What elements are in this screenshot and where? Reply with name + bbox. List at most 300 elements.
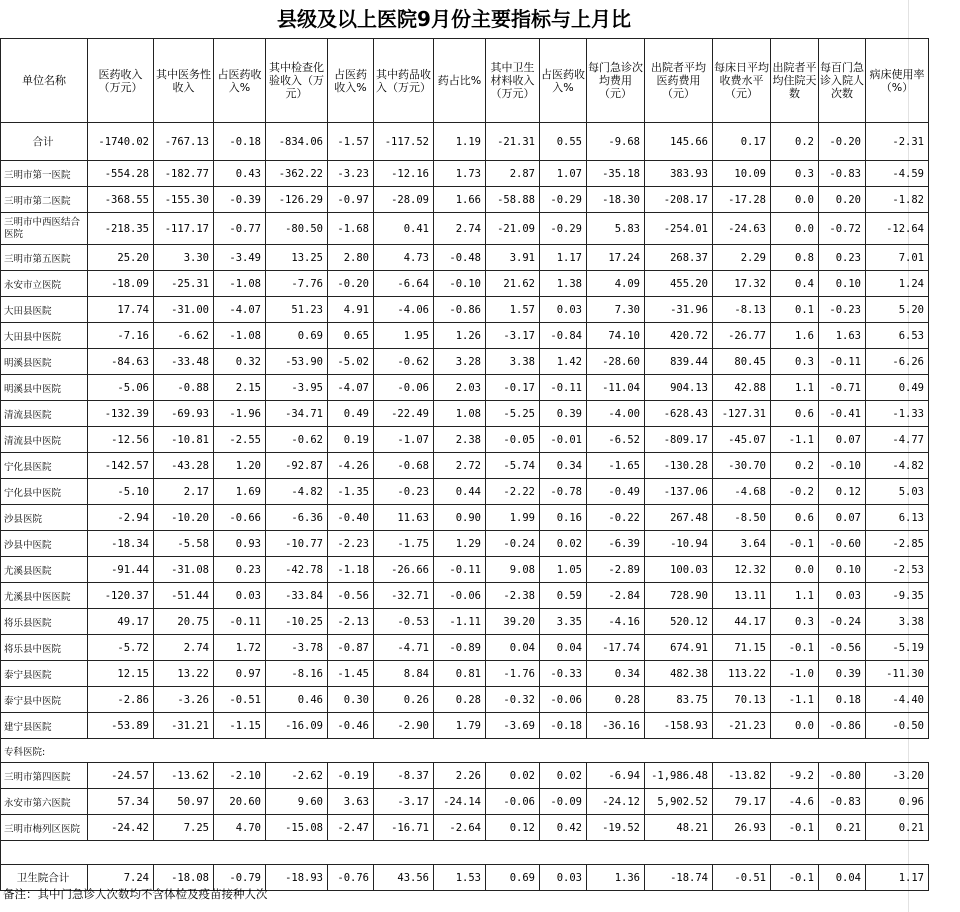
value-cell: -0.79 [214,865,266,891]
footnote: 备注：其中门急诊人次数均不含体检及疫苗接种人次 [3,887,268,901]
value-cell: -4.07 [214,297,266,323]
value-cell: 5.20 [866,297,929,323]
value-cell: -1.96 [214,401,266,427]
value-cell: -0.39 [214,187,266,213]
value-cell: -2.85 [866,531,929,557]
hospital-name-cell: 大田县中医院 [1,323,88,349]
value-cell: -19.52 [587,815,645,841]
value-cell: 0.12 [486,815,540,841]
hospital-name-cell: 将乐县医院 [1,609,88,635]
value-cell: -0.72 [819,213,866,245]
value-cell: 0.20 [819,187,866,213]
value-cell: -33.84 [266,583,328,609]
hospital-name-cell: 明溪县中医院 [1,375,88,401]
table-row [1,213,929,245]
value-cell: -0.51 [214,687,266,713]
value-cell: 2.26 [434,763,486,789]
table-row [1,427,929,453]
value-cell: -9.35 [866,583,929,609]
value-cell: 674.91 [645,635,713,661]
value-cell: -91.44 [88,557,154,583]
value-cell: 2.17 [154,479,214,505]
value-cell: 0.65 [328,323,374,349]
value-cell: -0.06 [486,789,540,815]
value-cell: 6.13 [866,505,929,531]
value-cell: 0.12 [819,479,866,505]
value-cell: 0.39 [819,661,866,687]
value-cell: 1.17 [540,245,587,271]
value-cell: -218.35 [88,213,154,245]
value-cell: -6.36 [266,505,328,531]
value-cell: -132.39 [88,401,154,427]
value-cell: -0.86 [819,713,866,739]
table-row [1,789,929,815]
value-cell: -0.22 [587,505,645,531]
hospital-name-cell: 沙县中医院 [1,531,88,557]
value-cell: -21.09 [486,213,540,245]
value-cell: 1.05 [540,557,587,583]
value-cell: 5,902.52 [645,789,713,815]
value-cell: -2.13 [328,609,374,635]
value-cell: 268.37 [645,245,713,271]
value-cell: 0.55 [540,123,587,161]
value-cell: 0.2 [771,123,819,161]
value-cell: -0.18 [540,713,587,739]
value-cell: 0.21 [866,815,929,841]
column-header: 出院者平均医药费用（元） [645,39,713,123]
value-cell: 0.1 [771,297,819,323]
value-cell: -362.22 [266,161,328,187]
value-cell: 1.95 [374,323,434,349]
value-cell: -0.06 [540,687,587,713]
value-cell: -18.34 [88,531,154,557]
value-cell: -0.1 [771,815,819,841]
value-cell: 0.28 [587,687,645,713]
value-cell: 3.30 [154,245,214,271]
value-cell: -0.71 [819,375,866,401]
value-cell: -4.40 [866,687,929,713]
value-cell: -0.11 [540,375,587,401]
value-cell: 3.38 [486,349,540,375]
column-header: 出院者平均住院天数 [771,39,819,123]
value-cell: 0.69 [486,865,540,891]
value-cell: 3.64 [713,531,771,557]
value-cell: 0.07 [819,427,866,453]
value-cell: -0.62 [374,349,434,375]
value-cell: 0.3 [771,609,819,635]
value-cell: 904.13 [645,375,713,401]
value-cell: 0.0 [771,557,819,583]
value-cell: 80.45 [713,349,771,375]
value-cell: 0.81 [434,661,486,687]
value-cell: -18.93 [266,865,328,891]
value-cell: -0.84 [540,323,587,349]
value-cell: -0.11 [434,557,486,583]
value-cell: -12.64 [866,213,929,245]
value-cell: 51.23 [266,297,328,323]
value-cell: -0.23 [819,297,866,323]
value-cell: -0.24 [819,609,866,635]
value-cell: -4.82 [266,479,328,505]
value-cell: 0.69 [266,323,328,349]
column-header: 其中检查化验收入（万元） [266,39,328,123]
value-cell: 0.07 [819,505,866,531]
value-cell: -9.2 [771,763,819,789]
value-cell: 13.25 [266,245,328,271]
table-row [1,661,929,687]
value-cell: -142.57 [88,453,154,479]
value-cell: -834.06 [266,123,328,161]
value-cell: 0.17 [713,123,771,161]
value-cell: 1.53 [434,865,486,891]
value-cell: -3.23 [328,161,374,187]
value-cell: -1.33 [866,401,929,427]
value-cell: 0.0 [771,187,819,213]
table-row [1,557,929,583]
value-cell: -0.46 [328,713,374,739]
value-cell: 0.97 [214,661,266,687]
column-header: 每百门急诊入院人次数 [819,39,866,123]
value-cell: -0.48 [434,245,486,271]
value-cell: 42.88 [713,375,771,401]
value-cell: 2.74 [154,635,214,661]
hospital-name-cell: 永安市立医院 [1,271,88,297]
value-cell: -0.18 [214,123,266,161]
hospital-name-cell: 三明市第四医院 [1,763,88,789]
value-cell: -0.20 [328,271,374,297]
value-cell: -4.16 [587,609,645,635]
value-cell: 3.38 [866,609,929,635]
value-cell: -53.89 [88,713,154,739]
value-cell: 0.34 [587,661,645,687]
value-cell: -10.77 [266,531,328,557]
value-cell: 0.49 [866,375,929,401]
value-cell: -0.97 [328,187,374,213]
value-cell: -13.82 [713,763,771,789]
value-cell: -5.02 [328,349,374,375]
column-header: 其中卫生材料收入（万元） [486,39,540,123]
value-cell: -155.30 [154,187,214,213]
value-cell: -24.12 [587,789,645,815]
value-cell: -4.71 [374,635,434,661]
value-cell: -0.11 [819,349,866,375]
value-cell: 0.03 [214,583,266,609]
table-row [1,349,929,375]
value-cell: -7.76 [266,271,328,297]
value-cell: 3.35 [540,609,587,635]
column-header: 药占比% [434,39,486,123]
value-cell: -11.30 [866,661,929,687]
value-cell: 0.04 [819,865,866,891]
value-cell: -0.77 [214,213,266,245]
value-cell: -0.60 [819,531,866,557]
value-cell: -80.50 [266,213,328,245]
table-row [1,161,929,187]
value-cell: 3.28 [434,349,486,375]
value-cell: -126.29 [266,187,328,213]
value-cell: -7.16 [88,323,154,349]
value-cell: -0.68 [374,453,434,479]
value-cell: 2.87 [486,161,540,187]
value-cell: -2.23 [328,531,374,557]
value-cell: -45.07 [713,427,771,453]
table-row [1,187,929,213]
table-row [1,375,929,401]
value-cell: 1.63 [819,323,866,349]
value-cell: 113.22 [713,661,771,687]
value-cell: 455.20 [645,271,713,297]
value-cell: 17.32 [713,271,771,297]
value-cell: -2.47 [328,815,374,841]
value-cell: -58.88 [486,187,540,213]
value-cell: -5.58 [154,531,214,557]
value-cell: -4.77 [866,427,929,453]
value-cell: 79.17 [713,789,771,815]
value-cell: 39.20 [486,609,540,635]
value-cell: 0.26 [374,687,434,713]
value-cell: 0.03 [540,297,587,323]
value-cell: -0.10 [434,271,486,297]
value-cell: -18.74 [645,865,713,891]
value-cell: -26.66 [374,557,434,583]
value-cell: -2.94 [88,505,154,531]
hospital-name-cell: 清流县中医院 [1,427,88,453]
value-cell: -33.48 [154,349,214,375]
value-cell: -28.09 [374,187,434,213]
value-cell: -2.10 [214,763,266,789]
value-cell: -1.15 [214,713,266,739]
value-cell: -0.87 [328,635,374,661]
value-cell: -3.26 [154,687,214,713]
value-cell: 383.93 [645,161,713,187]
value-cell: 0.04 [540,635,587,661]
value-cell: -0.80 [819,763,866,789]
value-cell: -0.33 [540,661,587,687]
value-cell: -31.21 [154,713,214,739]
value-cell: -0.88 [154,375,214,401]
value-cell: 1.42 [540,349,587,375]
value-cell: 7.30 [587,297,645,323]
value-cell: -1.07 [374,427,434,453]
value-cell: 0.59 [540,583,587,609]
value-cell: -31.08 [154,557,214,583]
value-cell: -31.00 [154,297,214,323]
value-cell: 100.03 [645,557,713,583]
value-cell: 2.03 [434,375,486,401]
value-cell: 4.73 [374,245,434,271]
value-cell: -31.96 [645,297,713,323]
value-cell: -24.42 [88,815,154,841]
value-cell: -92.87 [266,453,328,479]
specialty-section-row [1,739,929,763]
value-cell: -6.62 [154,323,214,349]
hospital-name-cell: 将乐县中医院 [1,635,88,661]
value-cell: -1.82 [866,187,929,213]
value-cell: 57.34 [88,789,154,815]
value-cell: -24.14 [434,789,486,815]
value-cell: -1.08 [214,323,266,349]
value-cell: 0.41 [374,213,434,245]
value-cell: 25.20 [88,245,154,271]
value-cell: 11.63 [374,505,434,531]
table-row [1,531,929,557]
total-row [1,123,929,161]
value-cell: -2.84 [587,583,645,609]
value-cell: -69.93 [154,401,214,427]
hospital-name-cell: 泰宁县医院 [1,661,88,687]
value-cell: -8.13 [713,297,771,323]
value-cell: 0.23 [819,245,866,271]
value-cell: -0.2 [771,479,819,505]
value-cell: 5.03 [866,479,929,505]
value-cell: 1.6 [771,323,819,349]
value-cell: -0.29 [540,213,587,245]
value-cell: 0.3 [771,161,819,187]
value-cell: -0.56 [819,635,866,661]
value-cell: -6.39 [587,531,645,557]
value-cell: -53.90 [266,349,328,375]
value-cell: -1.45 [328,661,374,687]
table-row [1,713,929,739]
value-cell: 267.48 [645,505,713,531]
value-cell: 0.96 [866,789,929,815]
value-cell: -10.94 [645,531,713,557]
value-cell: -158.93 [645,713,713,739]
value-cell: 2.29 [713,245,771,271]
section-label: 专科医院: [1,739,929,763]
indicator-table [0,38,929,891]
hospital-name-cell: 宁化县中医院 [1,479,88,505]
header-row [1,39,929,123]
hospital-name-cell: 尤溪县中医医院 [1,583,88,609]
value-cell: 0.02 [486,763,540,789]
hospital-name-cell: 尤溪县医院 [1,557,88,583]
column-header: 单位名称 [1,39,88,123]
value-cell: 2.80 [328,245,374,271]
value-cell: -117.52 [374,123,434,161]
value-cell: 2.74 [434,213,486,245]
column-header: 占医药收入% [214,39,266,123]
value-cell: 0.4 [771,271,819,297]
value-cell: 0.90 [434,505,486,531]
hospital-name-cell: 清流县医院 [1,401,88,427]
value-cell: -1.1 [771,687,819,713]
value-cell: -2.62 [266,763,328,789]
value-cell: 0.21 [819,815,866,841]
value-cell: -137.06 [645,479,713,505]
value-cell: -0.06 [434,583,486,609]
value-cell: 12.32 [713,557,771,583]
value-cell: -4.07 [328,375,374,401]
value-cell: -1.75 [374,531,434,557]
column-header: 每床日平均收费水平（元） [713,39,771,123]
blank-row [1,841,929,865]
value-cell: 1.69 [214,479,266,505]
value-cell: 1.26 [434,323,486,349]
hospital-name-cell: 泰宁县中医院 [1,687,88,713]
table-row [1,297,929,323]
value-cell: -8.50 [713,505,771,531]
value-cell: -84.63 [88,349,154,375]
column-header: 其中医务性收入 [154,39,214,123]
hospital-name-cell: 建宁县医院 [1,713,88,739]
value-cell: -1.76 [486,661,540,687]
value-cell: -5.10 [88,479,154,505]
value-cell: -26.77 [713,323,771,349]
value-cell: 1.79 [434,713,486,739]
value-cell: 0.43 [214,161,266,187]
value-cell: 9.08 [486,557,540,583]
value-cell: 0.30 [328,687,374,713]
value-cell: -0.1 [771,531,819,557]
value-cell: -1.57 [328,123,374,161]
value-cell: -4.00 [587,401,645,427]
value-cell: -0.19 [328,763,374,789]
blank-cell [1,841,929,865]
value-cell: -0.24 [486,531,540,557]
hospital-name-cell: 永安市第六医院 [1,789,88,815]
table-body [1,123,929,891]
value-cell: 0.0 [771,213,819,245]
value-cell: -12.56 [88,427,154,453]
value-cell: -0.78 [540,479,587,505]
value-cell: -4.68 [713,479,771,505]
value-cell: -15.08 [266,815,328,841]
value-cell: -21.23 [713,713,771,739]
value-cell: -767.13 [154,123,214,161]
value-cell: 12.15 [88,661,154,687]
value-cell: 1.99 [486,505,540,531]
value-cell: -0.06 [374,375,434,401]
table-row [1,323,929,349]
value-cell: -2.86 [88,687,154,713]
value-cell: -208.17 [645,187,713,213]
value-cell: -22.49 [374,401,434,427]
value-cell: 145.66 [645,123,713,161]
value-cell: 9.60 [266,789,328,815]
value-cell: 1.1 [771,583,819,609]
value-cell: -809.17 [645,427,713,453]
value-cell: -13.62 [154,763,214,789]
value-cell: 0.03 [819,583,866,609]
value-cell: 0.03 [540,865,587,891]
table-row [1,687,929,713]
value-cell: -8.37 [374,763,434,789]
value-cell: -0.1 [771,635,819,661]
value-cell: 13.22 [154,661,214,687]
table-row [1,453,929,479]
column-header: 占医药收入% [328,39,374,123]
value-cell: -3.17 [486,323,540,349]
value-cell: 2.72 [434,453,486,479]
hospital-name-cell: 三明市第一医院 [1,161,88,187]
table-row [1,763,929,789]
value-cell: -0.10 [819,453,866,479]
value-cell: -2.90 [374,713,434,739]
value-cell: 0.02 [540,763,587,789]
value-cell: -43.28 [154,453,214,479]
hospital-name-cell: 三明市中西医结合医院 [1,213,88,245]
value-cell: 48.21 [645,815,713,841]
value-cell: -3.17 [374,789,434,815]
hospital-name-cell: 大田县医院 [1,297,88,323]
value-cell: -5.19 [866,635,929,661]
value-cell: -5.25 [486,401,540,427]
value-cell: 0.02 [540,531,587,557]
value-cell: 21.62 [486,271,540,297]
value-cell: -0.76 [328,865,374,891]
value-cell: 4.91 [328,297,374,323]
